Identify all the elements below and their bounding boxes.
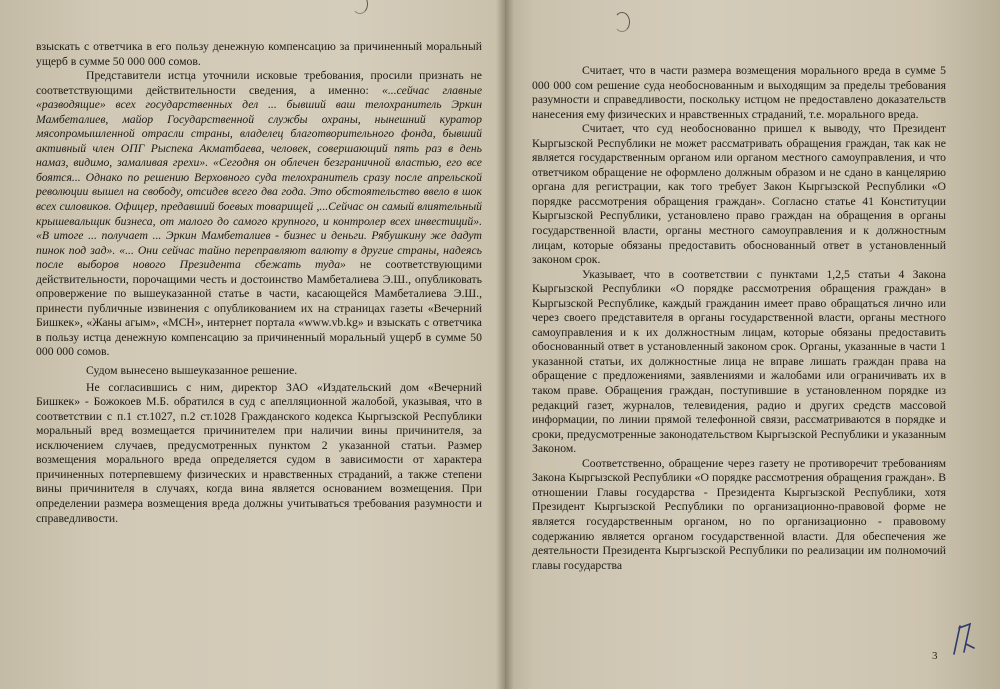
- paragraph: Считает, что в части размера возмещения морального вреда в сумме 5 000 000 сом решение суда необоснованным и выходящим за пределы требования разумности и справедливости, поскольку истцом не предоставлено доказательств нанесения ему физических и нравственных страданий, т.е. морального вреда.: [532, 64, 946, 121]
- quoted-text: «...сейчас главные «разводящие» всех государственных дел ... бывший ваш телохранитель Эркин Мамбеталиев, майор Государственной службы охраны, нынешний куратор мясопромышленной отрасли страны, владелец благотворительного фонда, бывший активный член ОПГ Рыспека Акматбаева, человек, совершающий пять раз в день намаз, видимо, замаливая грехи». «Сегодня он облечен безграничной властью, его все боятся... Однако по решению Верховного суда телохранитель сразу после апрельской революции вышел на свободу, отсидев всего два года. Это обстоятельство ввело в шок всех силовиков. Офицер, предавший боевых товарищей ,...Сейчас он самый влиятельный крышевальщик бизнеса, от малого до самого крупного, и контролер всех инвестиций». «В итоге ... получает ... Эркин Мамбеталиев - бизнес и деньги. Рябушкину же дадут пинок под зад». «... Они сейчас тайно переправляют валюту в другие страны, надеясь после выборов нового Президента сбежать туда»: [36, 83, 483, 272]
- page-number: 3: [932, 650, 938, 662]
- paragraph: Соответственно, обращение через газету не противоречит требованиям Закона Кыргызской Республики «О порядке рассмотрения обращения граждан». В отношении Главы государства - Президента Кыргызской Республики, хотя Президент Кыргызской Республики по организационно-правовой форме не является государственным органом, но по организационно - правовому содержанию является органом государственной власти. Для обеспечения же деятельности Президента Кыргызской Республики по реализации им полномочий главы государства: [532, 456, 946, 572]
- paragraph-text: не соответствующими действительности, порочащими честь и достоинство Мамбеталиева Э.Ш., опубликовать опровержение по вышеуказанной статье в части, касающейся Мамбеталиева Э.Ш., принести публичные извинения с опубликованием их на страницах газеты «Вечерний Бишкек», «Жаны агым», «МСН», интернет портала «www.vb.kg» и взыскать с ответчика в пользу истца денежную компенсацию за причиненный моральный ущерб в сумме 50 000 000 сомов.: [36, 258, 482, 359]
- paragraph: Указывает, что в соответствии с пунктами 1,2,5 статьи 4 Закона Кыргызской Республики «О порядке рассмотрения обращения граждан» в Кыргызской Республике, каждый гражданин имеет право обращаться лично или через своего представителя в органы государственной власти, органы местного самоуправления и к их должностным лицам, которые обязаны предоставить обоснованный ответ в установленный законом срок. Органы, указанные в части 1 указанной статьи, их должностные лица не вправе лишать граждан права на обращение с предложениями, заявлениями и жалобами или ограничивать их в таком праве. Обращения граждан, поступившие в установленном порядке из редакций газет, журналов, телевидения, радио и других средств массовой информации, по линии прямой телефонной связи, рассматриваются в порядке и сроки, предусмотренные законодательством Кыргызской Республики и указанным Законом.: [532, 267, 946, 456]
- left-text-column: [36, 40, 482, 526]
- paragraph: [36, 69, 482, 360]
- punch-hole-mark: [614, 12, 630, 32]
- paragraph: Судом вынесено вышеуказанное решение.: [86, 364, 298, 378]
- paragraph: Не согласившись с ним, директор ЗАО «Издательский дом «Вечерний Бишкек» - Божокоев М.Б. обратился в суд с апелляционной жалобой, указывая, что в соответствии с п.1 ст.1027, п.2 ст.1028 Гражданского кодекса Кыргызской Республики моральный вред возмещается причинителем при наличии вины причинителя, за исключением случаев, предусмотренных пунктом 2 указанной статьи. Размер возмещения морального вреда определяется судом в зависимости от характера причиненных потерпевшему физических и нравственных страданий, а также степени вины причинителя в случаях, когда вина является основанием возмещения. При определении размера возмещения вреда должны учитываться требования разумности и справедливости.: [36, 380, 482, 525]
- handwritten-page-mark: [948, 618, 978, 658]
- paragraph: Считает, что суд необоснованно пришел к выводу, что Президент Кыргызской Республики не может рассматривать обращения граждан, так как не является государственным органом или органом местного самоуправления, и что ответчиком обращение не оформлено должным образом и не сдано в канцелярию органа для регистрации, как того требует Закон Кыргызской Республики «О порядке рассмотрения обращения граждан». Согласно статье 41 Конституции Кыргызской Республики, установлено право граждан на обращения в органы государственной власти, органы местного самоуправления и к должностным лицам, которые обязаны предоставить обоснованный ответ в установленный законом срок.: [532, 122, 946, 267]
- page-gutter: [496, 0, 514, 689]
- paragraph-text: Представители истца уточнили исковые требования, просили признать не соответствующими действительности сведения, а именно:: [36, 69, 482, 97]
- right-text-column: [532, 40, 946, 573]
- paragraph: взыскать с ответчика в его пользу денежную компенсацию за причиненный моральный ущерб в сумме 50 000 000 сомов.: [36, 40, 482, 68]
